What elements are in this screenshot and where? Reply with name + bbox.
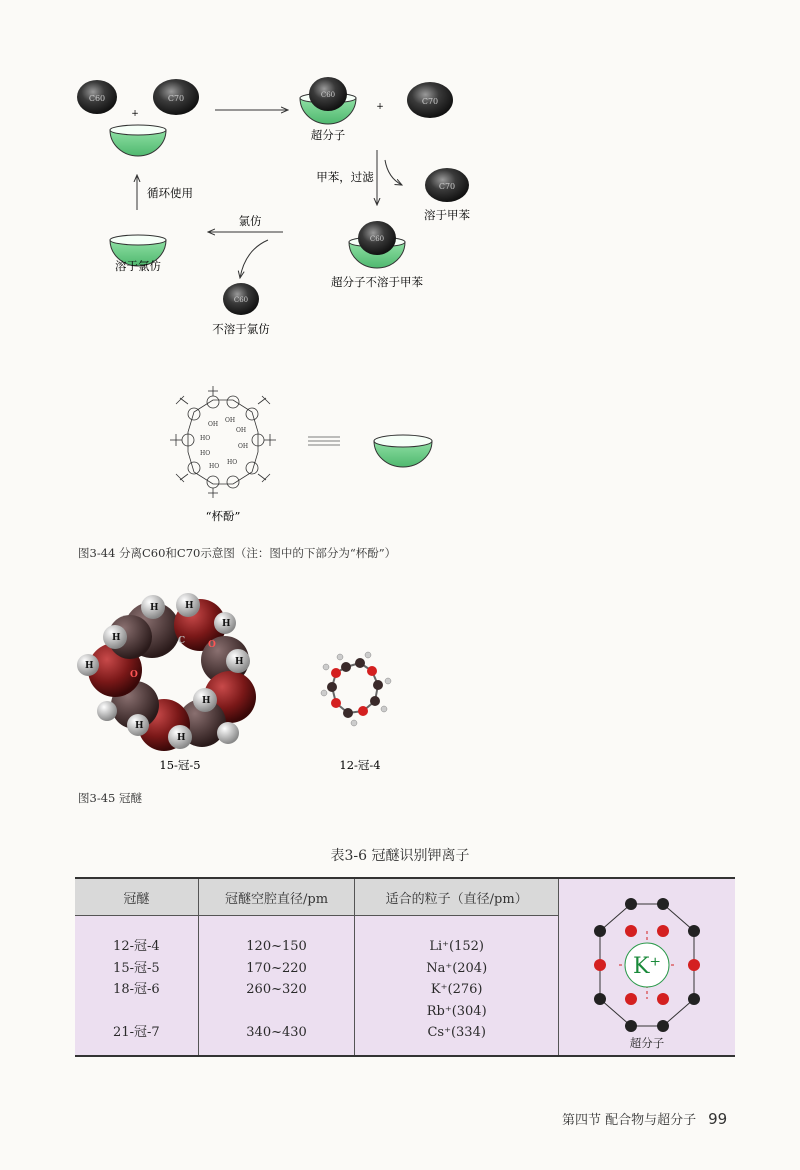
svg-text:H: H [235, 657, 244, 667]
label-calixarene: “杯酚” [205, 509, 241, 523]
c70-dissolved-toluene [425, 168, 469, 202]
svg-text:OH: OH [238, 443, 249, 450]
svg-text:C: C [178, 636, 186, 646]
svg-text:HO: HO [200, 435, 211, 442]
svg-text:C60: C60 [88, 94, 106, 103]
table-header-particle: 适合的粒子（直径/pm） [355, 878, 559, 916]
label-15-crown-5: 15-冠-5 [159, 758, 201, 772]
svg-text:H: H [222, 619, 231, 629]
svg-text:C60: C60 [320, 91, 336, 99]
svg-text:H: H [202, 696, 211, 706]
c70-ball [153, 79, 199, 115]
model-15-crown-5 [77, 593, 256, 751]
svg-text:C60: C60 [369, 235, 385, 243]
label-chloroform: 氯仿 [238, 214, 262, 228]
footer-section: 第四节 配合物与超分子 [562, 1113, 697, 1128]
page-footer [562, 1109, 727, 1128]
equivalence-sign [308, 437, 340, 445]
supramolecule-bottom [349, 221, 405, 268]
plus-sign-2: + [376, 102, 384, 112]
svg-text:C60: C60 [233, 296, 249, 304]
supramolecule-label: 超分子 [629, 1036, 665, 1050]
calixarene-oh-labels [200, 417, 248, 470]
model-12-crown-4 [321, 652, 391, 726]
k-crown-diagram [559, 879, 735, 1051]
svg-text:OH: OH [236, 427, 247, 434]
svg-text:H: H [85, 661, 94, 671]
k-ion-label: K⁺ [632, 954, 661, 979]
arrow-curve-toluene [385, 160, 402, 185]
label-toluene-filter: 甲苯，过滤 [316, 170, 374, 184]
table-header-diameter: 冠醚空腔直径/pm [198, 878, 355, 916]
label-supra-insoluble: 超分子不溶于甲苯 [331, 275, 423, 289]
figure-3-45-caption: 图3-45 冠醚 [78, 791, 142, 805]
table-header-crown: 冠醚 [75, 878, 198, 916]
label-insoluble-chloroform: 不溶于氯仿 [212, 322, 270, 336]
label-dissolve-toluene: 溶于甲苯 [424, 208, 470, 222]
column-suitable-particle: Li⁺(152) Na⁺(204) K⁺(276) Rb⁺(304) Cs⁺(334) [355, 916, 559, 1057]
supramolecule-top [300, 77, 356, 124]
label-recycle: 循环使用 [147, 186, 193, 200]
svg-text:H: H [112, 633, 121, 643]
svg-text:H: H [150, 603, 159, 613]
svg-text:C70: C70 [167, 94, 185, 103]
svg-text:C70: C70 [438, 182, 456, 191]
column-crown-ether: 12-冠-4 15-冠-5 18-冠-6 21-冠-7 [75, 916, 198, 1057]
calixarene-bowl [110, 125, 166, 156]
calixarene-bowl-large [374, 435, 432, 467]
c60-ball [77, 80, 117, 114]
label-12-crown-4: 12-冠-4 [339, 758, 381, 772]
plus-sign: + [131, 109, 139, 119]
svg-text:HO: HO [209, 463, 220, 470]
supramolecule-diagram-cell [558, 878, 735, 1056]
c60-insoluble [223, 283, 259, 315]
svg-text:HO: HO [200, 450, 211, 457]
svg-text:C70: C70 [421, 97, 439, 106]
separation-scheme [0, 0, 800, 570]
arrow-curve-chloroform [240, 240, 268, 278]
svg-text:O: O [208, 640, 216, 650]
table-title: 表3-6 冠醚识别钾离子 [330, 848, 470, 864]
svg-text:H: H [135, 721, 144, 731]
svg-text:H: H [185, 601, 194, 611]
label-dissolve-chloroform: 溶于氯仿 [115, 259, 161, 273]
c70-ball-right [407, 82, 453, 118]
svg-text:OH: OH [225, 417, 236, 424]
figure-3-44-caption: 图3-44 分离C60和C70示意图（注：图中的下部分为“杯酚”） [78, 546, 397, 560]
svg-text:H: H [177, 733, 186, 743]
label-supramolecule: 超分子 [310, 128, 346, 142]
column-cavity-diameter: 120~150 170~220 260~320 340~430 [198, 916, 355, 1057]
calixarene-structure [170, 386, 276, 498]
svg-text:O: O [130, 670, 138, 680]
svg-text:OH: OH [208, 421, 219, 428]
svg-text:HO: HO [227, 459, 238, 466]
crown-ether-table [75, 877, 735, 1057]
page-number: 99 [708, 1110, 728, 1128]
crown-ether-models [60, 575, 420, 785]
